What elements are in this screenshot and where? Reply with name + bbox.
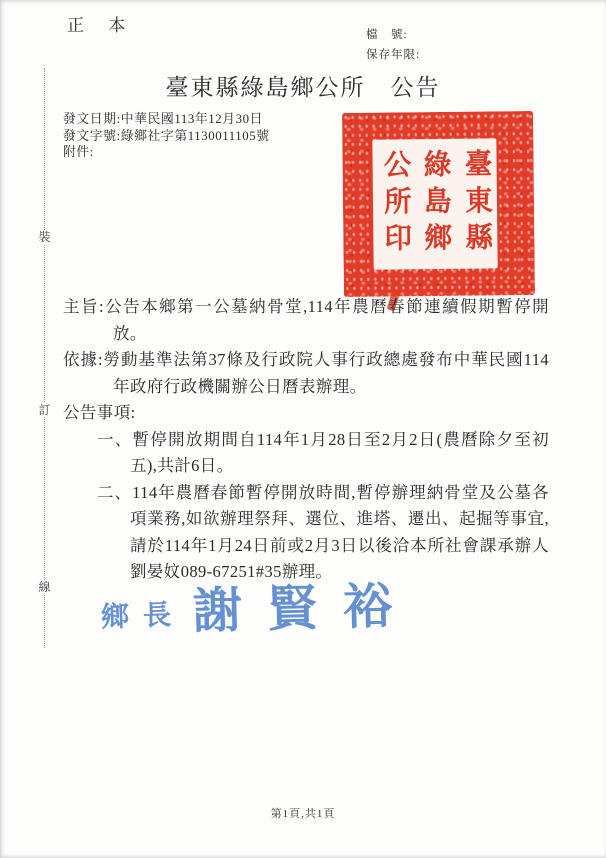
announcement-body [63, 294, 549, 586]
mayor-signature-stamp [95, 570, 495, 660]
item-1-text: 暫停開放期間自114年1月28日至2月2日(農曆除夕至初五),共計6日。 [130, 429, 549, 475]
copy-type-label: 正 本 [67, 16, 136, 35]
binding-mark-xian: 線 [33, 580, 56, 594]
document-meta [63, 111, 270, 161]
subject-text: 公告本鄉第一公墓納骨堂,114年農曆春節連續假期暫停開放。 [104, 297, 549, 343]
seal-text-column-left: 公所印 [379, 149, 411, 260]
mayor-name-text: 謝賢裕 [192, 578, 419, 639]
mayor-title-text: 鄉長 [100, 599, 186, 634]
seal-text-column-right: 臺東縣 [460, 148, 492, 259]
item-1-number: 一、 [97, 429, 133, 449]
binding-mark-ding: 訂 [33, 403, 56, 417]
page-number: 第1頁,共1頁 [270, 808, 336, 820]
page-title: 臺東縣綠島鄉公所 公告 [165, 75, 441, 100]
file-number-label: 檔 號: [366, 29, 408, 41]
attachment-line: 附件: [63, 145, 94, 159]
subject-label: 主旨: [63, 297, 104, 316]
doc-number-line: 發文字號:綠鄉社字第1130011105號 [63, 128, 270, 143]
basis-text: 勞動基準法第37條及行政院人事行政總處發布中華民國114年政府行政機關辦公日曆表辦理。 [102, 350, 549, 396]
seal-text-column-middle: 綠島鄉 [419, 148, 452, 260]
binding-mark-zhuang: 裝 [33, 230, 56, 244]
basis-label: 依據: [63, 350, 103, 369]
official-red-seal [342, 111, 535, 297]
subject-paragraph [63, 294, 549, 347]
item-2-number: 二、 [97, 482, 133, 502]
retention-period-label: 保存年限: [366, 49, 421, 61]
seal-inner-square [372, 138, 497, 269]
item-2-text: 114年農曆春節暫停開放時間,暫停辦理納骨堂及公墓各項業務,如欲辦理祭拜、選位、進塔、遷出、起掘等事宜,請於114年1月24日前或2月3日以後洽本所社會課承辦人劉晏妏089-67251#35辦理。 [130, 482, 549, 581]
issue-date-line: 發文日期:中華民國113年12月30日 [63, 112, 264, 126]
items-heading: 公告事項: [63, 403, 136, 422]
announcement-item-1 [63, 427, 549, 480]
basis-paragraph [63, 347, 549, 400]
binding-dotted-line [44, 68, 45, 648]
